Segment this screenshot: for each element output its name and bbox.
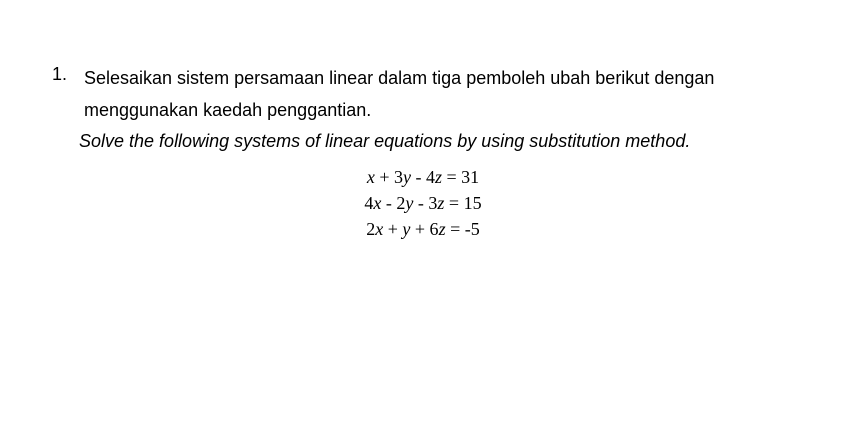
question-text-english: Solve the following systems of linear equations by using substitution method. — [79, 131, 691, 151]
equation-variable: z — [438, 219, 446, 239]
equation-variable: y — [405, 193, 414, 213]
equation-term: + 6 — [410, 219, 439, 239]
equation-term: = 31 — [442, 167, 480, 187]
equation-variable: z — [434, 167, 442, 187]
equation-3 — [0, 216, 846, 242]
equation-variable: z — [437, 193, 445, 213]
equation-variable: y — [402, 219, 411, 239]
equation-term: + — [383, 219, 403, 239]
equation-term: 2 — [366, 219, 376, 239]
equation-term: 4 — [364, 193, 374, 213]
equation-1 — [0, 164, 846, 190]
question-text-malay: Selesaikan sistem persamaan linear dalam tiga pemboleh ubah berikut dengan menggunakan kaedah penggantian. — [84, 68, 715, 120]
question-number: 1. — [52, 64, 68, 84]
equation-term: = 15 — [444, 193, 482, 213]
equation-term: - 4 — [410, 167, 435, 187]
equation-system — [0, 164, 846, 242]
equation-term: + 3 — [374, 167, 403, 187]
equation-variable: x — [366, 167, 375, 187]
equation-variable: x — [375, 219, 384, 239]
equation-variable: x — [373, 193, 382, 213]
equation-term: - 2 — [381, 193, 406, 213]
equation-term: = -5 — [445, 219, 480, 239]
equation-term: - 3 — [413, 193, 438, 213]
equation-2 — [0, 190, 846, 216]
equation-variable: y — [402, 167, 411, 187]
